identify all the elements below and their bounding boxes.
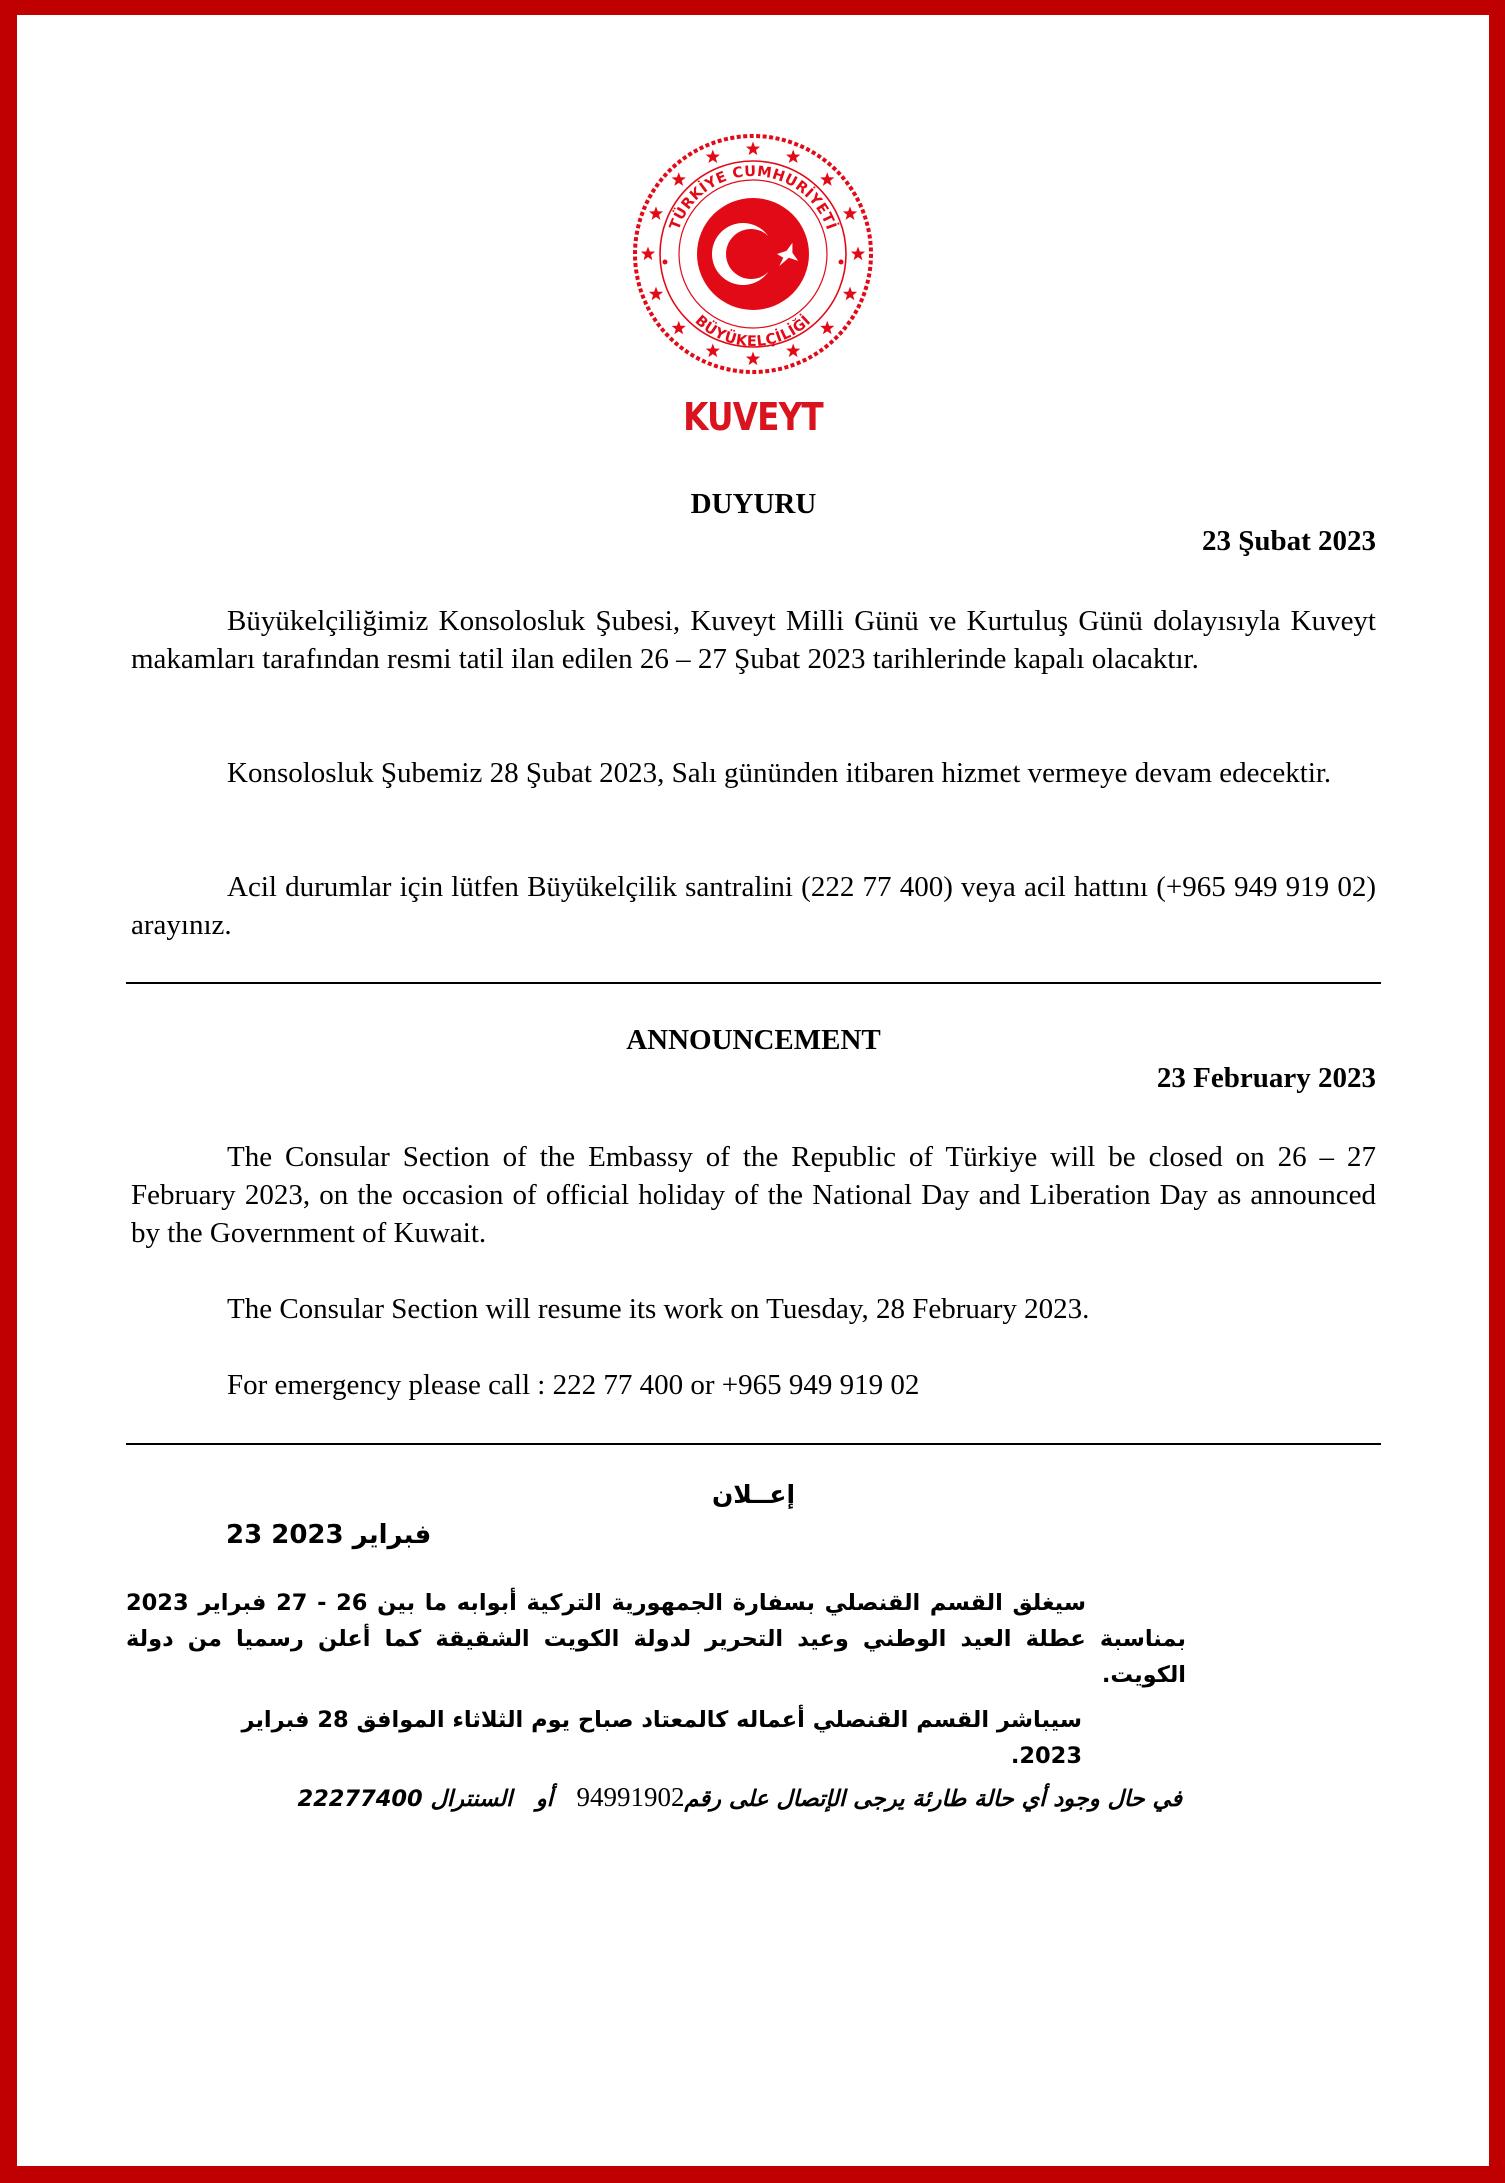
turkish-date: 23 Şubat 2023	[1201, 525, 1376, 557]
seal-star-icon	[649, 206, 663, 220]
seal-star-icon	[851, 247, 865, 261]
svg-text:BÜYÜKELÇİLİĞİ	[692, 312, 815, 350]
section-divider-2	[126, 1443, 1381, 1445]
arabic-emergency-or: أو	[535, 1786, 553, 1812]
arabic-emergency-switchboard-label: السنترال	[430, 1786, 513, 1812]
english-paragraph-closure: The Consular Section of the Embassy of the Republic of Türkiye will be closed on 26 – 27 February 2023, on the occasion of official holiday of the National Day and Liberation Day as announced by the Government of Kuwait.	[131, 1141, 1376, 1249]
english-paragraph-emergency: For emergency please call : 222 77 400 or +965 949 919 02	[227, 1369, 920, 1401]
embassy-seal-logo	[623, 124, 883, 384]
seal-star-icon	[746, 352, 760, 366]
seal-star-icon	[746, 142, 760, 156]
english-paragraph-resume: The Consular Section will resume its work on Tuesday, 28 February 2023.	[227, 1293, 1090, 1325]
seal-star-icon	[820, 321, 834, 335]
seal-bottom-text: BÜYÜKELÇİLİĞİ	[691, 312, 815, 351]
logo-wordmark: KUVEYT	[683, 395, 823, 439]
arabic-emergency-mobile: 94991902	[576, 1782, 685, 1812]
arabic-emergency-text: في حال وجود أي حالة طارئة يرجى الإتصال على رقم	[684, 1786, 1182, 1812]
arabic-date: 23 فبراير 2023	[226, 1520, 432, 1550]
turkish-paragraph-resume: Konsolosluk Şubemiz 28 Şubat 2023, Salı gününden itibaren hizmet vermeye devam edecektir.	[227, 757, 1332, 789]
turkish-paragraph-emergency: Acil durumlar için lütfen Büyükelçilik santralini (222 77 400) veya acil hattını (+965 949 919 02) arayınız.	[131, 871, 1376, 941]
seal-top-text: TÜRKİYE CUMHURİYETİ	[667, 163, 839, 233]
seal-star-icon	[672, 321, 686, 335]
seal-star-icon	[649, 287, 663, 301]
arabic-emergency-switchboard: 22277400	[297, 1786, 423, 1812]
arabic-paragraph-emergency	[170, 1777, 1182, 1819]
english-heading: ANNOUNCEMENT	[626, 1024, 881, 1056]
arabic-heading: إعــلان	[711, 1480, 796, 1509]
seal-star-icon	[843, 206, 857, 220]
english-date: 23 February 2023	[1156, 1062, 1376, 1094]
turkish-heading: DUYURU	[690, 488, 817, 520]
section-divider-1	[126, 982, 1381, 984]
seal-star-icon	[672, 172, 686, 186]
turkish-paragraph-closure: Büyükelçiliğimiz Konsolosluk Şubesi, Kuveyt Milli Günü ve Kurtuluş Günü dolayısıyla Kuveyt makamları tarafından resmi tatil ilan edilen 26 – 27 Şubat 2023 tarihlerinde kapalı olacaktır.	[131, 605, 1376, 675]
seal-star-icon	[706, 344, 720, 358]
seal-star-icon	[786, 149, 800, 163]
seal-star-icon	[820, 172, 834, 186]
arabic-paragraph-resume: سيباشر القسم القنصلي أعماله كالمعتاد صباح يوم الثلاثاء الموافق 28 فبراير 2023.	[241, 1707, 1082, 1769]
seal-star-icon	[843, 287, 857, 301]
arabic-paragraph-closure: سيغلق القسم القنصلي بسفارة الجمهورية التركية أبوابه ما بين 26 - 27 فبراير 2023 بمناسبة عطلة العيد الوطني وعيد التحرير لدولة الكويت الشقيقة كما أعلن رسميا من دولة الكويت.	[126, 1590, 1186, 1688]
seal-star-icon	[786, 344, 800, 358]
seal-star-icon	[706, 149, 720, 163]
seal-star-icon	[641, 247, 655, 261]
